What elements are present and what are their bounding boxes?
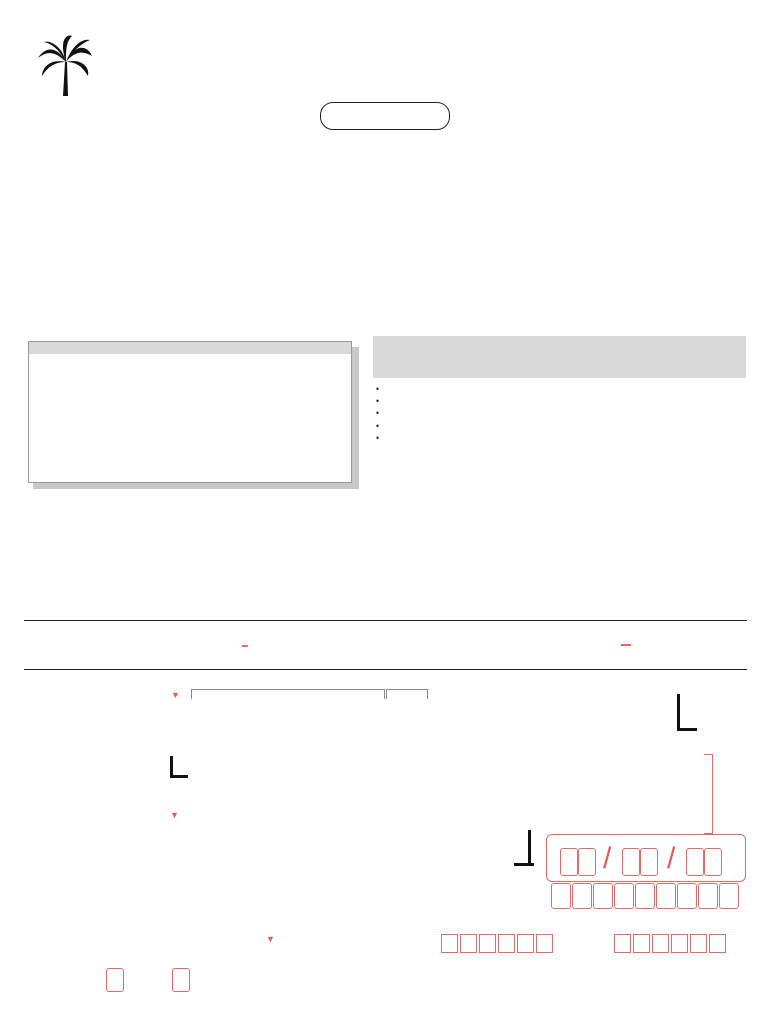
dor-logo (36, 34, 94, 116)
fein-digit-box[interactable] (614, 883, 634, 909)
arrow-down-icon: ▼ (266, 934, 275, 944)
who-may-file-heading (373, 336, 746, 378)
line7-label (92, 886, 104, 906)
date-box[interactable] (441, 934, 458, 953)
tyb-date-input[interactable] (441, 934, 555, 958)
line8-label (92, 917, 104, 939)
line4-label (92, 795, 97, 805)
fein-digit-box[interactable] (635, 883, 655, 909)
fein-digit-box[interactable] (572, 883, 592, 909)
refund-checkbox[interactable] (172, 968, 190, 992)
dor-date-box (704, 848, 722, 876)
arrow-down-icon: ▼ (171, 690, 180, 700)
date-box[interactable] (498, 934, 515, 953)
date-box[interactable] (479, 934, 496, 953)
cents-header (386, 689, 428, 699)
fein-digit-box[interactable] (719, 883, 739, 909)
fein-digit-box[interactable] (551, 883, 571, 909)
line2-label (92, 736, 104, 769)
line5-label (92, 826, 104, 856)
date-box[interactable] (652, 934, 669, 953)
palm-tree-icon (36, 34, 94, 116)
date-box[interactable] (517, 934, 534, 953)
line6-label (92, 860, 104, 880)
line1-label (92, 703, 104, 733)
line3-label (92, 766, 104, 786)
corner-mark (514, 863, 534, 866)
fein-digit-box[interactable] (656, 883, 676, 909)
hand-digits-sample (242, 645, 248, 647)
dor-date-box (622, 848, 640, 876)
online-heading (29, 342, 351, 354)
dor-date-box (640, 848, 658, 876)
type-digits-sample (621, 644, 631, 646)
where-to-send-section (505, 118, 755, 130)
date-box[interactable] (536, 934, 553, 953)
dor-date-box (686, 848, 704, 876)
fein-digit-box[interactable] (677, 883, 697, 909)
tax-year-badge (320, 102, 450, 130)
dor-date-box (578, 848, 596, 876)
date-box[interactable] (460, 934, 477, 953)
coupon-corner-mark (677, 728, 697, 731)
date-box[interactable] (633, 934, 650, 953)
name-address-bracket (704, 754, 713, 834)
usd-header (191, 689, 385, 699)
fein-digit-box[interactable] (593, 883, 613, 909)
corner-mark (170, 775, 188, 778)
date-box[interactable] (690, 934, 707, 953)
machine-readable-banner (24, 620, 747, 669)
fein-digit-box[interactable] (698, 883, 718, 909)
dor-date-box (560, 848, 578, 876)
arrow-down-icon: ▼ (170, 810, 179, 820)
date-slash: / (603, 842, 612, 875)
who-may-file-body: • • • • • (376, 384, 380, 443)
date-slash: / (667, 842, 676, 875)
credit-checkbox[interactable] (106, 968, 124, 992)
coupon-corner-mark (677, 694, 680, 730)
date-box[interactable] (614, 934, 631, 953)
tye-date-input[interactable] (614, 934, 728, 958)
corner-mark (528, 830, 531, 866)
date-box[interactable] (671, 934, 688, 953)
line9-label (92, 947, 104, 969)
online-filing-panel (28, 341, 352, 483)
date-box[interactable] (709, 934, 726, 953)
dashed-cut-line (24, 669, 747, 670)
